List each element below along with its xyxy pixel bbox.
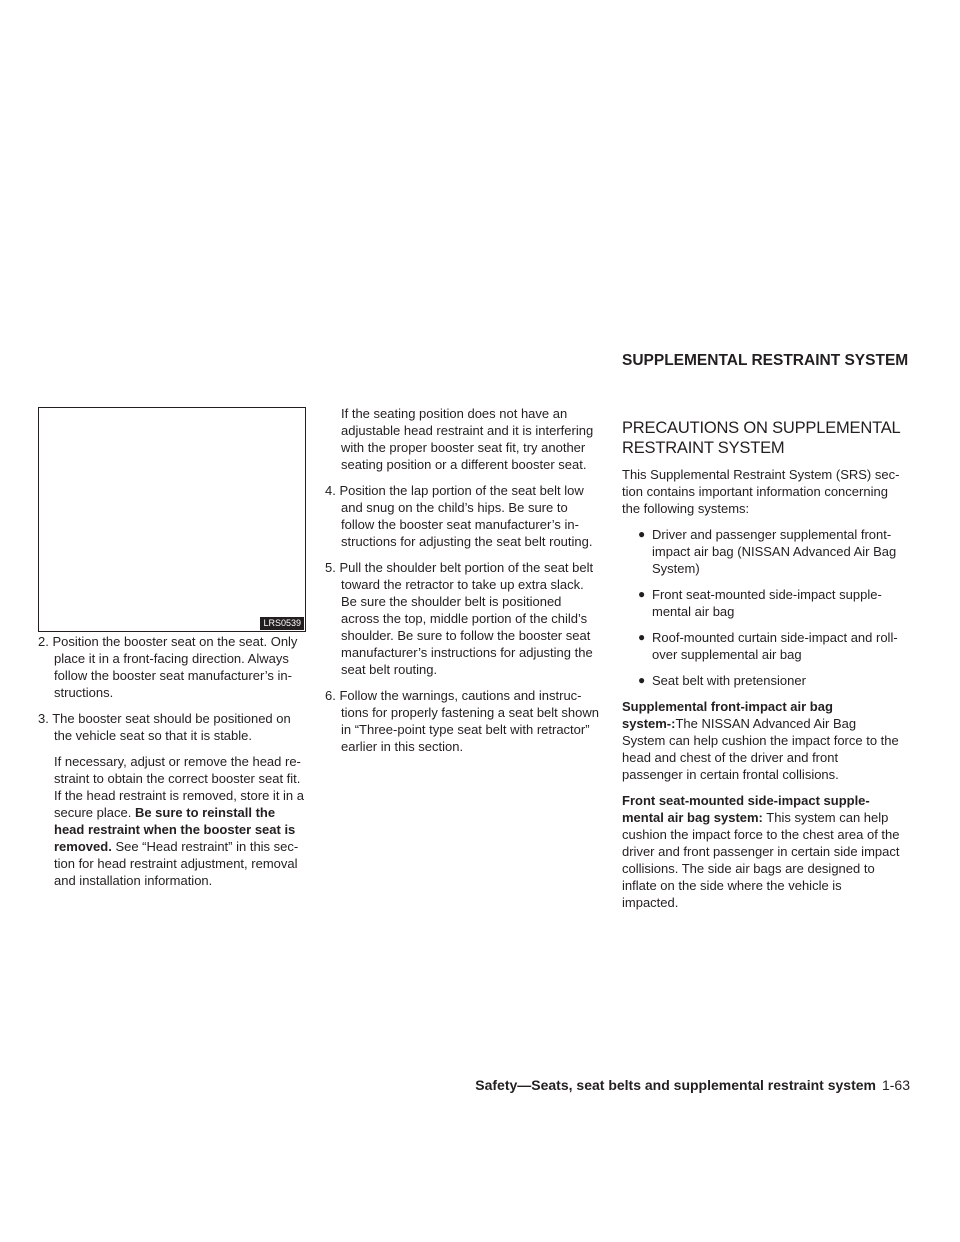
step-3-warning: Be sure to reinstall the head restraint when the booster seat is removed. bbox=[54, 805, 296, 854]
bullet-icon: ● bbox=[638, 527, 646, 541]
bullet-icon: ● bbox=[638, 587, 646, 601]
list-item-text: Driver and passenger supplemental front-impact air bag (NISSAN Advanced Air Bag System) bbox=[652, 527, 897, 576]
list-item bbox=[622, 629, 900, 663]
sub-heading: PRECAUTIONS ON SUPPLEMENTAL RESTRAINT SYSTEM bbox=[622, 419, 900, 457]
step-3-text-a: If necessary, adjust or remove the head re-straint to obtain the correct booster seat fit. If the head restraint is removed, store it in a secure place. bbox=[54, 754, 305, 820]
left-column bbox=[38, 633, 306, 889]
front-impact-paragraph bbox=[622, 698, 900, 783]
list-item bbox=[622, 672, 900, 689]
step-3-details bbox=[38, 753, 306, 889]
right-column bbox=[622, 418, 900, 911]
side-impact-label: Front seat-mounted side-impact supple-mental air bag system: bbox=[622, 793, 870, 825]
figure-frame bbox=[38, 407, 306, 632]
step-3-text-b: See “Head restraint” in this sec-tion for head restraint adjustment, removal and installation information. bbox=[54, 839, 299, 888]
list-item-text: Roof-mounted curtain side-impact and roll-over supplemental air bag bbox=[652, 630, 898, 662]
step-4: 4. Position the lap portion of the seat belt low and snug on the child’s hips. Be sure to follow the booster seat manufacturer’s in-structions for adjusting the seat belt routing. bbox=[325, 483, 593, 549]
step-3: 3. The booster seat should be positioned on the vehicle seat so that it is stable. bbox=[38, 711, 291, 743]
middle-column bbox=[325, 405, 603, 755]
section-heading: SUPPLEMENTAL RESTRAINT SYSTEM bbox=[622, 352, 909, 369]
step-3-continued: If the seating position does not have an adjustable head restraint and it is interfering with the proper booster seat fit, try another seating position or a different booster seat. bbox=[341, 406, 594, 472]
list-item bbox=[622, 586, 900, 620]
list-item-text: Seat belt with pretensioner bbox=[652, 673, 806, 688]
page-number: 1-63 bbox=[881, 1077, 910, 1093]
side-impact-paragraph bbox=[622, 792, 900, 911]
bullet-icon: ● bbox=[638, 673, 646, 687]
step-2: 2. Position the booster seat on the seat. Only place it in a front-facing direction. Always follow the booster seat manufacturer’s in-structions. bbox=[38, 634, 298, 700]
step-5: 5. Pull the shoulder belt portion of the seat belt toward the retractor to take up extra slack. Be sure the shoulder belt is positioned across the top, middle portion of the child’s shoulder. Be sure to follow the booster seat manufacturer’s instructions for adjusting the seat belt routing. bbox=[325, 560, 594, 677]
intro-paragraph: This Supplemental Restraint System (SRS) sec-tion contains important information concerning the following systems: bbox=[622, 467, 900, 516]
list-item bbox=[622, 526, 900, 577]
step-6: 6. Follow the warnings, cautions and instruc-tions for properly fastening a seat belt shown in “Three-point type seat belt with retractor” earlier in this section. bbox=[325, 688, 599, 754]
footer-section-title: Safety—Seats, seat belts and supplemental restraint system bbox=[475, 1077, 876, 1093]
page-footer bbox=[420, 1076, 910, 1094]
list-item-text: Front seat-mounted side-impact supple-mental air bag bbox=[652, 587, 882, 619]
front-impact-text: The NISSAN Advanced Air Bag System can help cushion the impact force to the head and chest of the driver and front passenger in certain frontal collisions. bbox=[622, 716, 899, 782]
front-impact-label: Supplemental front-impact air bag system-: bbox=[622, 699, 833, 731]
bullet-icon: ● bbox=[638, 630, 646, 644]
side-impact-text: This system can help cushion the impact force to the chest area of the driver and front passenger in certain side impact collisions. The side air bags are designed to inflate on the side where the vehicle is impacted. bbox=[622, 810, 900, 910]
figure-code: LRS0539 bbox=[260, 617, 304, 630]
